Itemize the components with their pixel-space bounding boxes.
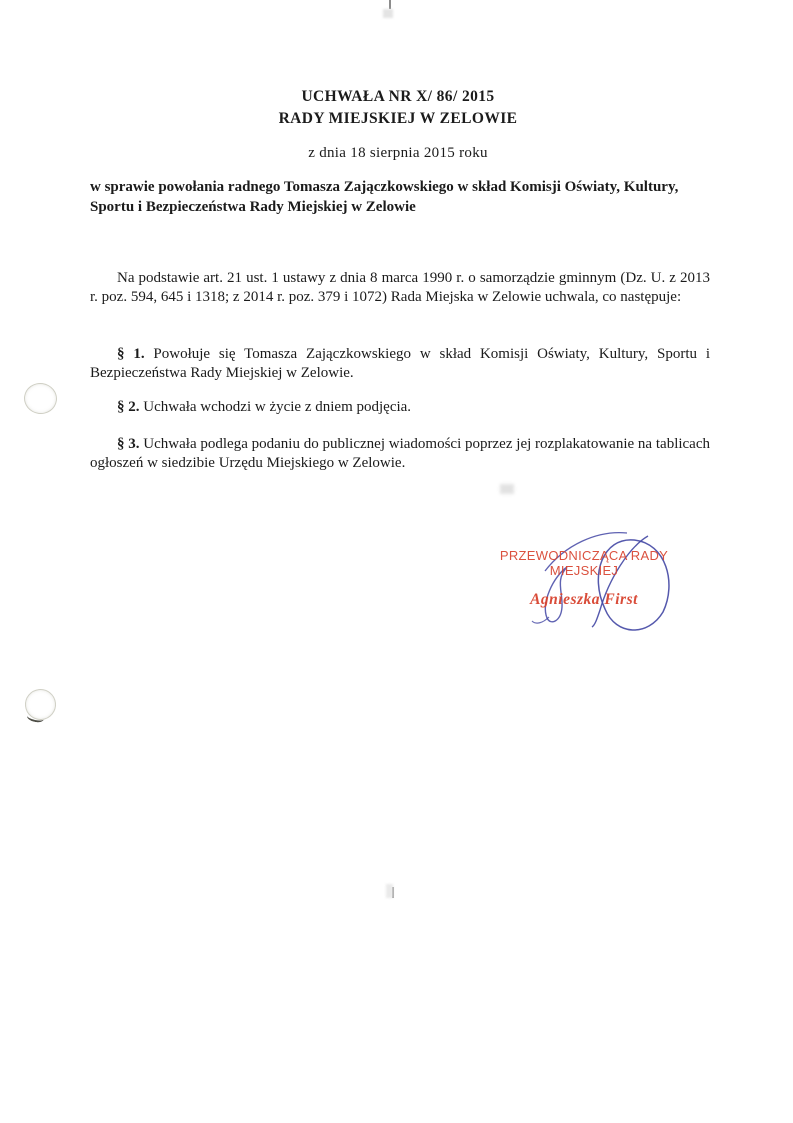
council-name-title: RADY MIEJSKIEJ W ZELOWIE (278, 110, 518, 127)
section-text: Uchwała wchodzi w życie z dniem podjęcia. (139, 399, 412, 415)
resolution-date: z dnia 18 sierpnia 2015 roku (308, 145, 488, 161)
scan-artifact-top-dash (389, 0, 391, 9)
section-number: § 3. (117, 436, 140, 452)
section-number: § 1. (117, 346, 145, 362)
scan-artifact-top-speckle (383, 9, 393, 18)
signer-name-stamp: Agnieszka First (530, 591, 638, 608)
document-heading (90, 86, 706, 130)
stamp-title-line1: PRZEWODNICZĄCA RADY (499, 548, 669, 563)
scan-artifact-bottom-speckle (386, 884, 393, 898)
section-text: Powołuje się Tomasza Zajączkowskiego w skład Komisji Oświaty, Kultury, Sportu i Bezpieczeństwa Rady Miejskiej w Zelowie. (90, 346, 710, 381)
chairwoman-stamp (496, 548, 672, 609)
stamp-title-line2: MIEJSKIEJ (549, 563, 619, 578)
section-paragraph-3 (90, 435, 710, 473)
section-paragraph-1 (90, 345, 710, 383)
hole-punch-mark-upper (22, 381, 59, 416)
section-number: § 2. (117, 399, 140, 415)
scan-artifact-middle-smudge (500, 484, 514, 494)
section-text: Uchwała podlega podaniu do publicznej wiadomości poprzez jej rozplakatowanie na tablicach ogłoszeń w siedzibie Urzędu Miejskiego w Zelowie. (90, 436, 711, 471)
section-paragraph-2 (90, 398, 710, 417)
resolution-number-title: UCHWAŁA NR X/ 86/ 2015 (301, 88, 495, 105)
legal-basis-paragraph: Na podstawie art. 21 ust. 1 ustawy z dnia 8 marca 1990 r. o samorządzie gminnym (Dz. U. z 2013 r. poz. 594, 645 i 1318; z 2014 r. poz. 379 i 1072) Rada Miejska w Zelowie uchwala, co następuje: (90, 270, 710, 305)
resolution-subject: w sprawie powołania radnego Tomasza Zajączkowskiego w skład Komisji Oświaty, Kultury, Sportu i Bezpieczeństwa Rady Miejskiej w Zelowie (90, 179, 679, 215)
